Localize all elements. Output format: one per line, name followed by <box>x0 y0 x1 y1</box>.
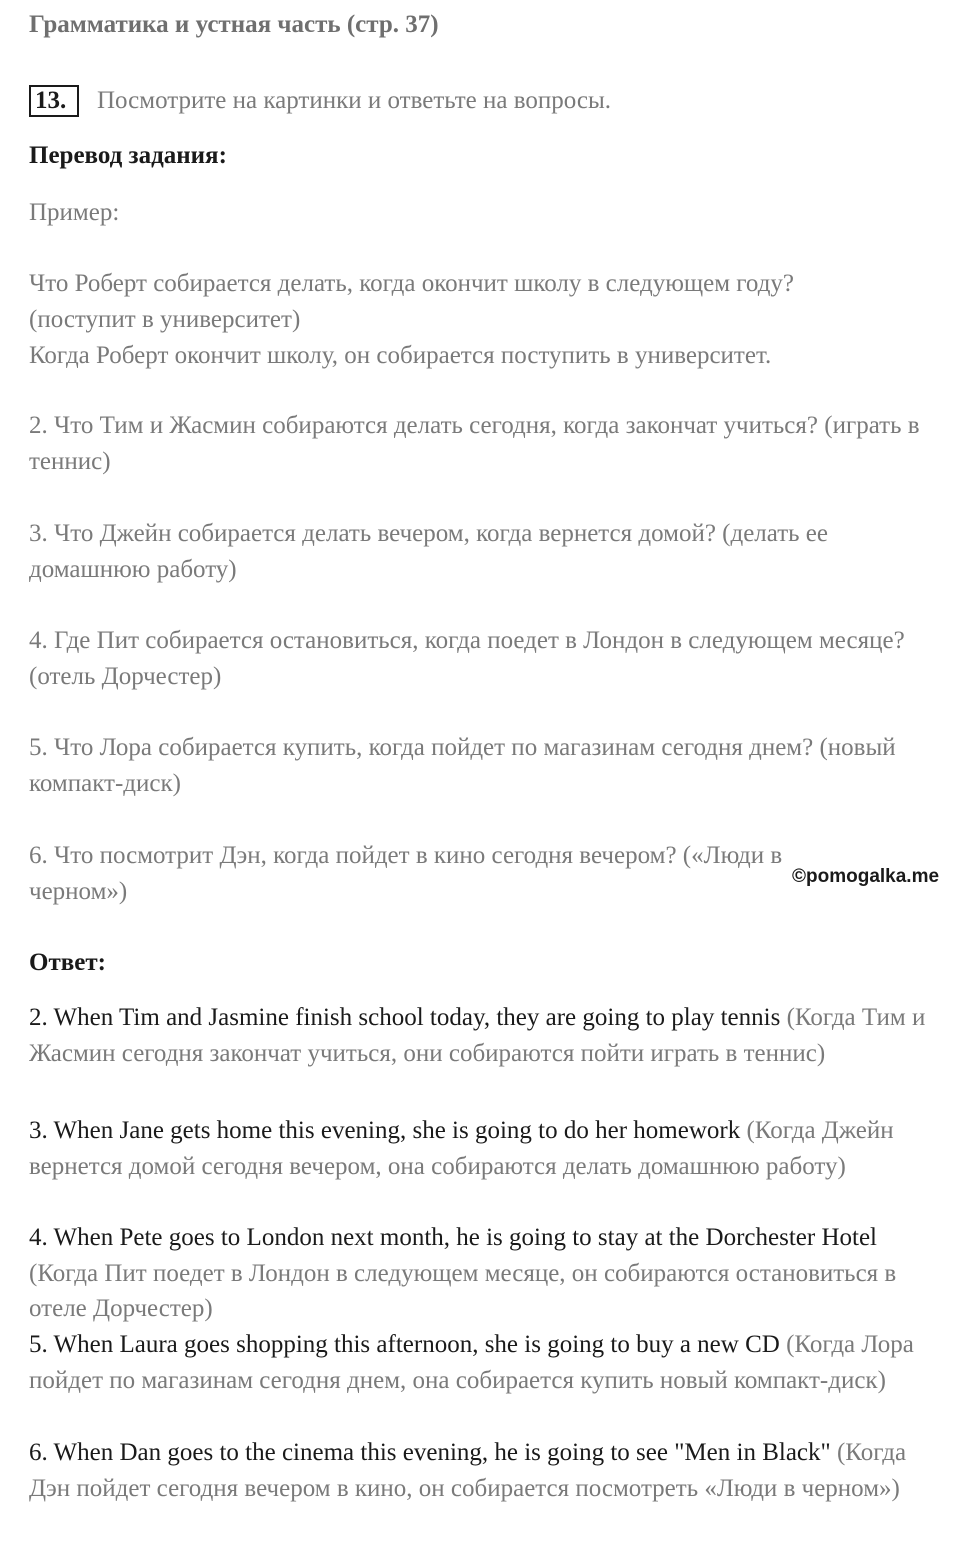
answer-russian: (Когда Дэн пойдет сегодня вечером в кино, он собирается посмотреть «Люди в черном») <box>29 1439 907 1502</box>
example-answer: Когда Роберт окончит школу, он собирается поступить в университет. <box>29 342 772 369</box>
answer-item <box>29 1435 934 1506</box>
answer-english: 4. When Pete goes to London next month, he is going to stay at the Dorchester Hotel <box>29 1224 877 1251</box>
example-label: Пример: <box>29 199 120 226</box>
answer-english: 3. When Jane gets home this evening, she is going to do her homework <box>29 1117 741 1144</box>
task-number-box: 13. <box>29 85 79 117</box>
answer-russian: (Когда Джейн вернется домой сегодня вечером, она собираются делать домашнюю работу) <box>29 1117 894 1180</box>
answer-english: 5. When Laura goes shopping this afternoon, she is going to buy a new CD <box>29 1331 780 1358</box>
task-instruction: Посмотрите на картинки и ответьте на вопросы. <box>97 87 611 114</box>
answer-item <box>29 1000 934 1071</box>
answer-heading: Ответ: <box>29 949 106 976</box>
example-hint: (поступит в университет) <box>29 306 301 333</box>
answer-russian: (Когда Тим и Жасмин сегодня закончат учиться, они собираются пойти играть в теннис) <box>29 1004 926 1067</box>
answer-item <box>29 1220 934 1327</box>
translation-item: 3. Что Джейн собирается делать вечером, когда вернется домой? (делать ее домашнюю работу) <box>29 520 828 583</box>
answer-english: 6. When Dan goes to the cinema this evening, he is going to see "Men in Black" <box>29 1439 831 1466</box>
translation-item: 2. Что Тим и Жасмин собираются делать сегодня, когда закончат учиться? (играть в теннис) <box>29 412 920 475</box>
answer-item <box>29 1113 934 1184</box>
answer-russian: (Когда Пит поедет в Лондон в следующем месяце, он собираются остановиться в отеле Дорчестер) <box>29 1259 897 1322</box>
watermark: ©pomogalka.me <box>792 866 940 887</box>
answer-english: 2. When Tim and Jasmine finish school today, they are going to play tennis <box>29 1004 781 1031</box>
answer-item <box>29 1327 934 1398</box>
example-block <box>29 266 934 374</box>
translation-item: 5. Что Лора собирается купить, когда пойдет по магазинам сегодня днем? (новый компакт-диск) <box>29 734 896 797</box>
translation-item: 6. Что посмотрит Дэн, когда пойдет в кино сегодня вечером? («Люди в черном») <box>29 842 783 905</box>
translation-heading: Перевод задания: <box>29 142 227 169</box>
task-header <box>29 84 611 118</box>
example-question: Что Роберт собирается делать, когда окончит школу в следующем году? <box>29 270 795 297</box>
translation-item: 4. Где Пит собирается остановиться, когда поедет в Лондон в следующем месяце? (отель Дорчестер) <box>29 627 905 690</box>
section-title: Грамматика и устная часть (стр. 37) <box>29 11 439 38</box>
answer-russian: (Когда Лора пойдет по магазинам сегодня днем, она собирается купить новый компакт-диск) <box>29 1331 914 1394</box>
